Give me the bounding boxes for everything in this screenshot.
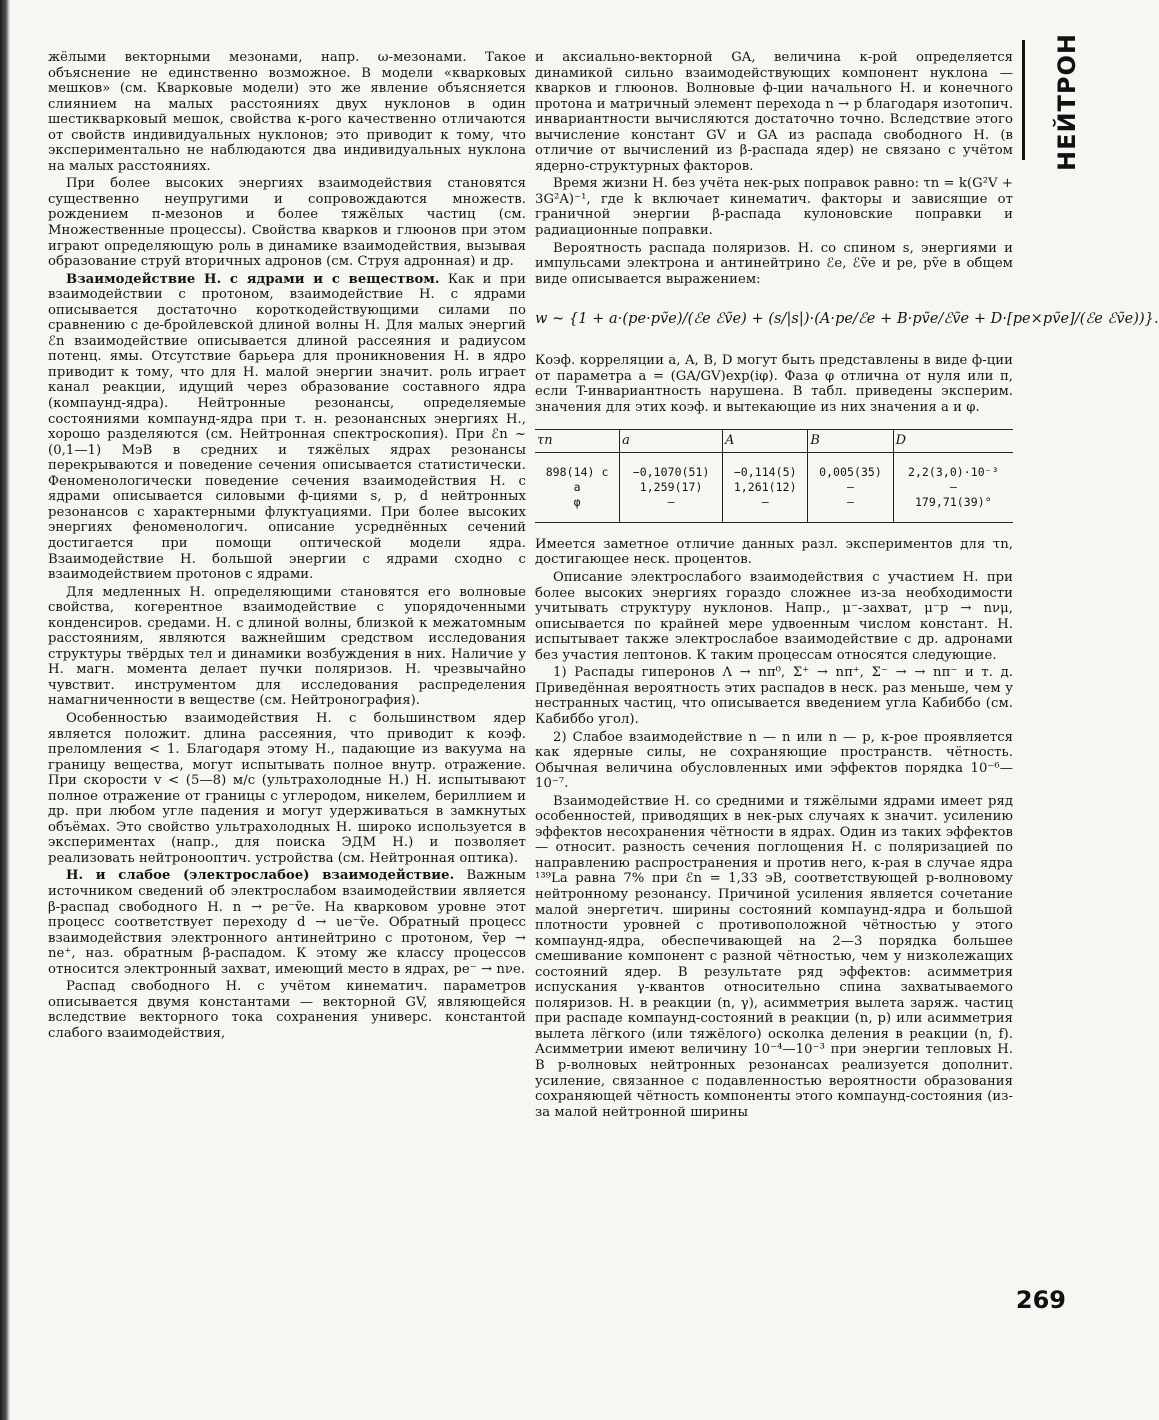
table-cell: −0,114(5) bbox=[723, 452, 808, 480]
paragraph: При более высоких энергиях взаимодействия становятся существенно неупругими и сопровождаются множеств. рождением π-мезонов и более тяжёлых частиц (см. Множественные процессы). Свойства кварков и глюонов при этом играют определяющую роль в динамике взаимодействия, вызывая образование струй вторичных адронов (см. Струя адронная) и др. bbox=[48, 176, 526, 270]
table-cell: — bbox=[808, 480, 893, 495]
table-cell: 1,261(12) bbox=[723, 480, 808, 495]
table-header-row bbox=[535, 430, 1013, 453]
paragraph: Время жизни Н. без учёта нек-рых поправок равно: τn = k(G²V + 3G²A)⁻¹, где k включает кинематич. факторы и зависящие от граничной энергии β-распада кулоновские поправки и радиационные поправки. bbox=[535, 176, 1013, 239]
table-cell: 179,71(39)° bbox=[893, 495, 1013, 523]
paragraph: Вероятность распада поляризов. Н. со спином s, энергиями и импульсами электрона и антинейтрино ℰe, ℰṽe и pe, pṽe в общем виде описывается выражением: bbox=[535, 240, 1013, 287]
section-heading: Взаимодействие Н. с ядрами и с веществом. bbox=[66, 271, 440, 287]
paragraph: Для медленных Н. определяющими становятся его волновые свойства, когерентное взаимодействие с упорядоченными конденсиров. средами. Н. с длиной волны, близкой к межатомным расстояниям, являются важнейшим средством исследования структуры твёрдых тел и динамики возбуждения в них. Наличие у Н. магн. момента делает пучки поляризов. Н. чрезвычайно чувствит. инструментом для исследования распределения намагниченности в веществе (см. Нейтронография). bbox=[48, 584, 526, 709]
paragraph: Особенностью взаимодействия Н. с большинством ядер является положит. длина рассеяния, что приводит к коэф. преломления < 1. Благодаря этому Н., падающие из вакуума на границу вещества, могут испытывать полное внутр. отражение. При скорости v < (5—8) м/с (ультрахолодные Н.) Н. испытывают полное отражение от границы с углеродом, никелем, бериллием и др. при любом угле падения и могут удерживаться в замкнутых объёмах. Это свойство ультрахолодных Н. широко используется в экспериментах (напр., для поиска ЭДМ Н.) и позволяет реализовать нейтроноoптич. устройства (см. Нейтронная оптика). bbox=[48, 710, 526, 866]
table-row bbox=[535, 480, 1013, 495]
page-number: 269 bbox=[1015, 1286, 1066, 1314]
table-cell: 2,2(3,0)·10⁻³ bbox=[893, 452, 1013, 480]
table-cell: — bbox=[620, 495, 723, 523]
running-head-rule bbox=[1022, 40, 1025, 160]
paragraph: Имеется заметное отличие данных разл. экспериментов для τn, достигающее неск. процентов. bbox=[535, 536, 1013, 568]
paragraph: Н. и слабое (электрослабое) взаимодействие. Важным источником сведений об электрослабом взаимодействии является β-распад свободного Н. n → pe⁻ṽe. На кварковом уровне этот процесс соответствует переходу d → ue⁻ṽe. Обратный процесс взаимодействия электронного антинейтрино с протоном, ṽep → ne⁺, наз. обратным β-распадом. К этому же классу процессов относится электронный захват, имеющий место в ядрах, pe⁻ → nνe. bbox=[48, 868, 526, 977]
paragraph: Взаимодействие Н. со средними и тяжёлыми ядрами имеет ряд особенностей, приводящих в нек-рых случаях к значит. усилению эффектов несохранения чётности в ядрах. Один из таких эффектов — относит. разность сечения поглощения Н. с поляризацией по направлению распространения и против него, к-рая в случае ядра ¹³⁹La равна 7% при ℰn = 1,33 эВ, соответствующей p-волновому нейтронному резонансу. Причиной усиления является сочетание малой энергетич. ширины состояний компаунд-ядра и большой плотности уровней с противоположной чётностью у этого компаунд-ядра, обеспечивающей на 2—3 порядка большее смешивание компонент с разной чётностью, чем у низколежащих состояний ядер. В результате ряд эффектов: асимметрия испускания γ-квантов относительно спина захватываемого поляризов. Н. в реакции (n, γ), асимметрия вылета заряж. частиц при распаде компаунд-состояний в реакции (n, p) или асимметрия вылета лёгкого (или тяжёлого) осколка деления в реакции (n, f). Асимметрии имеют величину 10⁻⁴—10⁻³ при энергии тепловых Н. В p-волновых нейтронных резонансах реализуется дополнит. усиление, связанное с подавленностью вероятности образования сохраняющей чётность компоненты этого компаунд-состояния (из-за малой нейтронной ширины bbox=[535, 793, 1013, 1120]
table-row bbox=[535, 452, 1013, 480]
table-header-cell: A bbox=[723, 430, 808, 453]
running-head-title: НЕЙТРОН bbox=[1053, 32, 1082, 172]
paragraph: Взаимодействие Н. с ядрами и с веществом. Как и при взаимодействии с протоном, взаимодействие Н. с ядрами описывается достаточно короткодействующими силами по сравнению с де-бройлевской длиной волны Н. Для малых энергий ℰn взаимодействие описывается длиной рассеяния и радиусом потенц. ямы. Отсутствие барьера для проникновения Н. в ядро приводит к тому, что для Н. малой энергии значит. роль играет канал реакции, идущий через образование составного ядра (компаунд-ядра). Нейтронные резонансы, определяемые состояниями компаунд-ядра при т. н. резонансных энергиях Н., хорошо разделяются (см. Нейтронная спектроскопия). При ℰn ~ (0,1—1) МэВ в средних и тяжёлых ядрах резонансы перекрываются и поведение сечения описывается статистически. Феноменологически поведение сечения взаимодействия Н. с ядрами описывается силовыми ф-циями s, p, d нейтронных резонансов с характерными флуктуациями. При более высоких энергиях феноменологич. описание усреднённых сечений достигается при помощи оптической модели ядра. Взаимодействие Н. большой энергии с ядрами сходно с взаимодействием протонов с ядрами. bbox=[48, 271, 526, 583]
left-column bbox=[48, 50, 526, 1330]
running-head bbox=[1020, 32, 1082, 172]
table-cell: 898(14) с bbox=[545, 464, 609, 479]
table-cell: −0,1070(51) bbox=[620, 452, 723, 480]
paragraph: жёлыми векторными мезонами, напр. ω-мезонами. Такое объяснение не единственно возможное. В модели «кварковых мешков» (см. Кварковые модели) это же явление объясняется слиянием на малых расстояниях двух нуклонов в один шестикварковый мешок, свойства к-рого качественно отличаются от свойств индивидуальных нуклонов; это приводит к тому, что экспериментально не наблюдаются два индивидуальных нуклона на малых расстояниях. bbox=[48, 50, 526, 174]
table-header-cell: a bbox=[620, 430, 723, 453]
paragraph: Коэф. корреляции a, A, B, D могут быть представлены в виде ф-ции от параметра a = (GA/GV)exp(iφ). Фаза φ отлична от нуля или π, если T-инвариантность нарушена. В табл. приведены эксперим. значения для этих коэф. и вытекающие из них значения a и φ. bbox=[535, 353, 1013, 415]
table-row bbox=[535, 495, 1013, 523]
table-header-cell: τn bbox=[535, 430, 620, 453]
book-binding-shadow bbox=[0, 0, 10, 1420]
table-cell: — bbox=[723, 495, 808, 523]
correlation-coefficients-table bbox=[535, 429, 1013, 523]
table-cell: a bbox=[573, 479, 581, 494]
table-cell: 1,259(17) bbox=[620, 480, 723, 495]
table-cell: 0,005(35) bbox=[808, 452, 893, 480]
table-cell: φ bbox=[535, 495, 620, 523]
table-cell: — bbox=[893, 480, 1013, 495]
paragraph: Распад свободного Н. с учётом кинематич. параметров описывается двумя константами — векторной GV, являющейся вследствие векторного тока сохранения универс. константой слабого взаимодействия, bbox=[48, 979, 526, 1041]
paragraph: и аксиально-векторной GA, величина к-рой определяется динамикой сильно взаимодействующих компонент нуклона — кварков и глюонов. Волновые ф-ции начального Н. и конечного протона и матричный элемент перехода n → p благодаря изотопич. инвариантности вычисляются достаточно точно. Вследствие этого вычисление констант GV и GA из распада свободного Н. (в отличие от вычислений из β-распада ядер) не связано с учётом ядерно-структурных факторов. bbox=[535, 50, 1013, 174]
paragraph: 1) Распады гиперонов Λ → nπ⁰, Σ⁺ → nπ⁺, Σ⁻ → → nπ⁻ и т. д. Приведённая вероятность этих распадов в неск. раз меньше, чем у нестранных частиц, что описывается введением угла Кабиббо (см. Кабиббо угол). bbox=[535, 665, 1013, 727]
paragraph: 2) Слабое взаимодействие n — n или n — p, к-рое проявляется как ядерные силы, не сохраняющие пространств. чётность. Обычная величина обусловленных ими эффектов порядка 10⁻⁶—10⁻⁷. bbox=[535, 729, 1013, 792]
decay-probability-formula: w ~ {1 + a·(pe·pṽe)/(ℰe ℰṽe) + (s/|s|)·(A·pe/ℰe + B·pṽe/ℰṽe + D·[pe×pṽe]/(ℰe ℰṽe))}. bbox=[535, 311, 1159, 328]
paragraph: Описание электрослабого взаимодействия с участием Н. при более высоких энергиях гораздо сложнее из-за необходимости учитывать структуру нуклонов. Напр., μ⁻-захват, μ⁻p → nνμ, описывается по крайней мере удвоенным числом констант. Н. испытывает также электрослабое взаимодействие с др. адронами без участия лептонов. К таким процессам относятся следующие. bbox=[535, 570, 1013, 663]
table-header-cell: D bbox=[893, 430, 1013, 453]
table-cell: — bbox=[808, 495, 893, 523]
section-heading: Н. и слабое (электрослабое) взаимодействие. bbox=[66, 868, 455, 884]
table-header-cell: B bbox=[808, 430, 893, 453]
